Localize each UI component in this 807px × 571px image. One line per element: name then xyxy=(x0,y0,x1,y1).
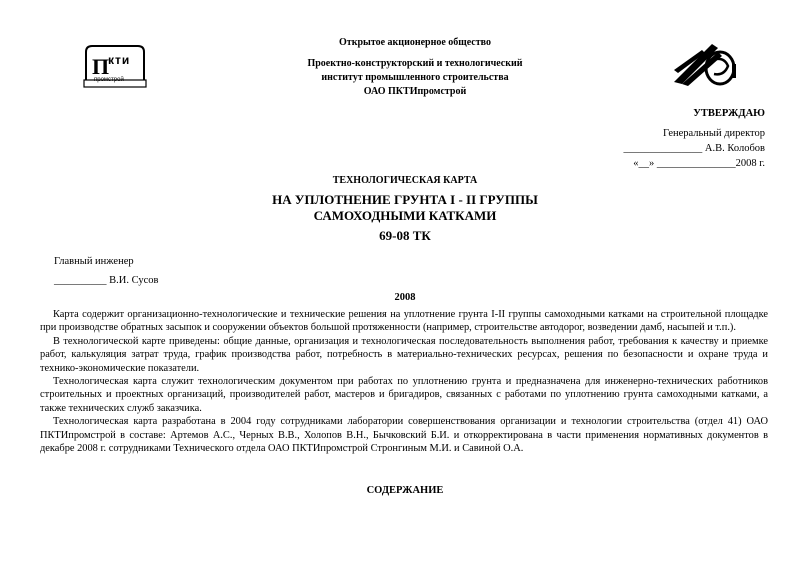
pkti-logo xyxy=(80,42,150,90)
org-line-1: Открытое акционерное общество xyxy=(339,37,491,48)
title-type: ТЕХНОЛОГИЧЕСКАЯ КАРТА xyxy=(332,175,478,186)
paragraph: Карта содержит организационно-технологические и технические решения на уплотнение грунта I-II группы самоходными катками на строительной площадке при производстве обратных засыпок и сооружении объектов большой протяженности (например, строительстве автодорог, возведении дамб, насыпей и т.п.). xyxy=(40,309,768,334)
chief-signature: __________ В.И. Сусов xyxy=(54,275,159,286)
approve-date: «__» _______________2008 г. xyxy=(633,158,765,169)
title-code: 69-08 ТК xyxy=(379,228,431,243)
chief-position: Главный инженер xyxy=(54,256,134,267)
org-line-2: Проектно-конструкторский и технологический xyxy=(307,58,523,69)
chief-engineer-block xyxy=(54,254,158,288)
title-line-1: НА УПЛОТНЕНИЕ ГРУНТА I - II ГРУППЫ xyxy=(272,192,538,207)
document-body xyxy=(40,308,768,455)
paragraph: Технологическая карта разработана в 2004 году сотрудниками лаборатории совершенствования организации и технологии строительства (отдел 41) ОАО ПКТИпромстрой в составе: Артемов А.С., Черных В.В., Холопов В.Н., Бычковский Б.И. и откорректирована в части применения нормативных документов в декабре 2008 г. сотрудниками Технического отдела ОАО ПКТИпромстрой Стронгиным М.И. и Савиной О.А. xyxy=(40,416,768,455)
org-header xyxy=(240,36,590,99)
approve-position: Генеральный директор xyxy=(663,128,765,139)
approve-heading: УТВЕРЖДАЮ xyxy=(693,108,765,119)
document-title xyxy=(220,174,590,244)
logo-letters-kti: кти xyxy=(108,53,131,67)
org-line-4: ОАО ПКТИпромстрой xyxy=(363,86,467,97)
paragraph: Технологическая карта служит технологическим документом при работах по уплотнению грунта и предназначена для инженерно-технических работников строительных и проектных организаций, производителей работ, мастеров и бригадиров, связанных с работами по уплотнению грунта самоходными катками, а также технических служб заказчика. xyxy=(40,376,768,414)
org-line-3: институт промышленного строительства xyxy=(321,72,509,83)
approve-signature: _______________ А.В. Колобов xyxy=(623,143,765,154)
contents-heading: СОДЕРЖАНИЕ xyxy=(366,485,444,496)
paragraph: В технологической карте приведены: общие данные, организация и технологическая последовательность выполнения работ, требования к качеству и приемке работ, калькуляция затрат труда, график производства работ, потребность в материально-технических ресурсах, решения по безопасности и охране труда и технико-экономические показатели. xyxy=(40,335,768,374)
logo-letters-p: П xyxy=(92,54,110,79)
emblem-logo xyxy=(672,42,742,88)
document-year: 2008 xyxy=(394,292,416,303)
title-line-2: САМОХОДНЫМИ КАТКАМИ xyxy=(313,208,497,223)
logo-subtext: промстрой xyxy=(94,77,124,83)
approval-block xyxy=(560,106,765,171)
